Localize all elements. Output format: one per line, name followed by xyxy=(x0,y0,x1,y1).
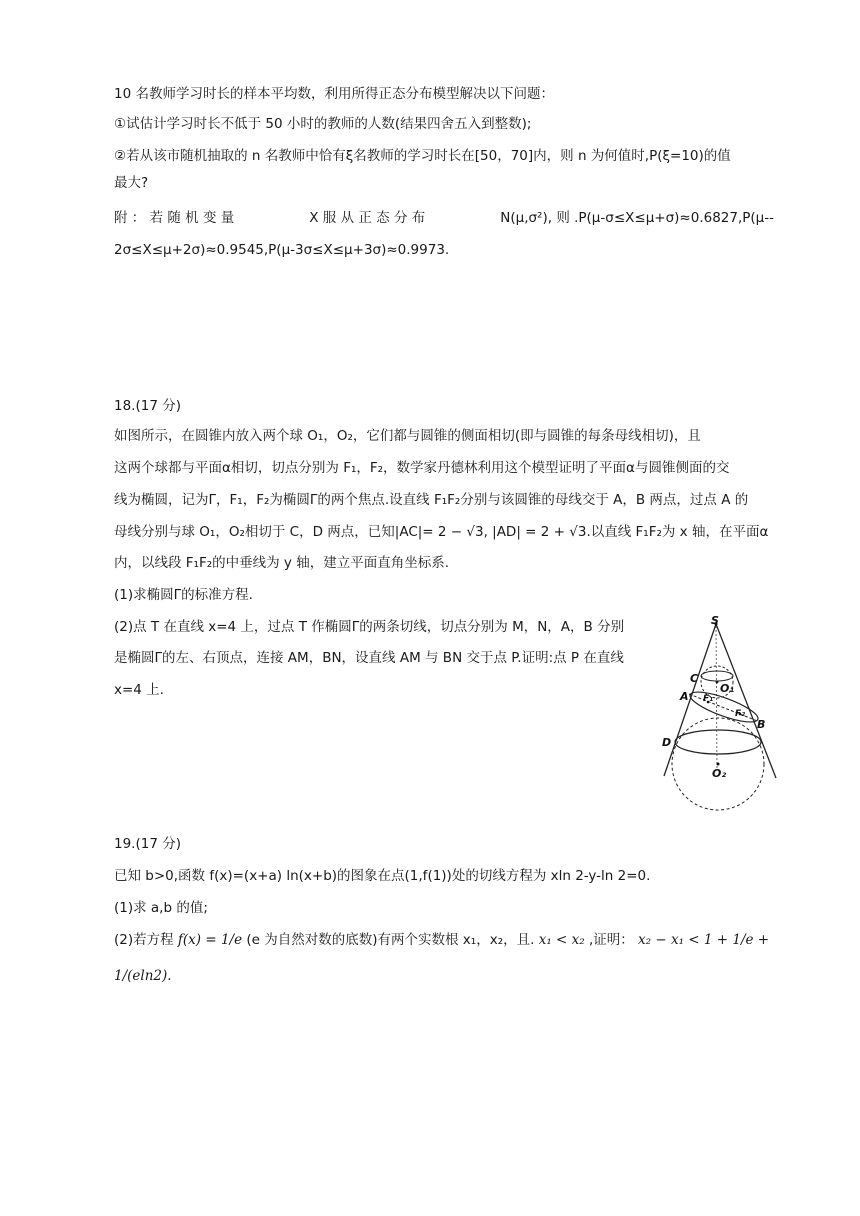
label-f2: F₂ xyxy=(735,709,746,719)
cone-axis xyxy=(716,626,717,770)
sphere-o2-contact-circle xyxy=(675,730,761,754)
q18-paragraph-line-4: 母线分别与球 O₁，O₂相切于 C，D 两点，已知|AC|= 2 − √3, |AD| = 2 + √3.以直线 F₁F₂为 x 轴，在平面α xyxy=(114,524,769,540)
label-f1: F₁ xyxy=(703,694,714,704)
q19-sub2-middle: (e 为自然对数的底数)有两个实数根 x₁，x₂，且. xyxy=(246,932,535,948)
label-b: B xyxy=(757,718,766,731)
point-o2 xyxy=(717,763,720,766)
q17-line-6: 2σ≤X≤μ+2σ)≈0.9545,P(μ-3σ≤X≤μ+3σ)≈0.9973. xyxy=(114,242,450,258)
q18-paragraph-line-5: 内，以线段 F₁F₂的中垂线为 y 轴，建立平面直角坐标系. xyxy=(114,555,450,571)
q19-sub2-inequality: x₁ < x₂ xyxy=(538,932,585,948)
q18-sub2-line-2: 是椭圆Γ的左、右顶点，连接 AM，BN，设直线 AM 与 BN 交于点 P.证明:点 P 在直线 xyxy=(114,650,624,666)
q19-sub2-prove: ,证明： xyxy=(588,932,634,948)
label-o2: O₂ xyxy=(712,767,727,780)
label-d: D xyxy=(662,736,672,749)
q18-sub2-line-1: (2)点 T 在直线 x=4 上，过点 T 作椭圆Γ的两条切线，切点分别为 M，N，A，B 分别 xyxy=(114,619,625,635)
q19-sub2-line-1 xyxy=(114,930,769,950)
q18-sub1: (1)求椭圆Γ的标准方程. xyxy=(114,587,253,603)
q19-sub2-lead: (2)若方程 xyxy=(114,932,174,948)
q17-note-b: X 服 从 正 态 分 布 xyxy=(309,210,426,226)
q18-sub2-line-3: x=4 上. xyxy=(114,682,164,698)
q19-sub2-equation: f(x) = 1/e xyxy=(177,932,243,948)
sphere-o1-contact-circle xyxy=(701,671,733,681)
label-o1: O₁ xyxy=(720,682,735,695)
q18-paragraph-line-3: 线为椭圆，记为Γ，F₁，F₂为椭圆Γ的两个焦点.设直线 F₁F₂分别与该圆锥的母线交于 A，B 两点，过点 A 的 xyxy=(114,492,749,508)
q19-sub1: (1)求 a,b 的值; xyxy=(114,900,208,916)
q17-line-2: ①试估计学习时长不低于 50 小时的教师的人数(结果四舍五入到整数); xyxy=(114,116,532,132)
dandelin-figure-svg xyxy=(656,612,780,812)
q17-note-line xyxy=(114,208,774,228)
q18-paragraph-line-1: 如图所示，在圆锥内放入两个球 O₁，O₂，它们都与圆锥的侧面相切(即与圆锥的每条母线相切)，且 xyxy=(114,428,701,444)
q19-header: 19.(17 分) xyxy=(114,836,181,852)
q19-paragraph: 已知 b>0,函数 f(x)=(x+a) ln(x+b)的图象在点(1,f(1))处的切线方程为 xln 2-y-ln 2=0. xyxy=(114,868,651,884)
q19-sub2-claim: x₂ − x₁ < 1 + 1/e + xyxy=(638,932,770,948)
point-o1 xyxy=(716,681,719,684)
q17-note-c: N(μ,σ²), 则 .P(μ-σ≤X≤μ+σ)≈0.6827,P(μ-- xyxy=(500,210,774,226)
label-c: C xyxy=(690,672,699,685)
cone-right-generator xyxy=(716,624,776,778)
label-s: S xyxy=(711,614,719,627)
label-a: A xyxy=(680,690,689,703)
q18-paragraph-line-2: 这两个球都与平面α相切，切点分别为 F₁，F₂，数学家丹德林利用这个模型证明了平面α与圆锥侧面的交 xyxy=(114,460,730,476)
q17-note-a: 附 ： 若 随 机 变 量 xyxy=(114,210,235,226)
q18-header: 18.(17 分) xyxy=(114,398,181,414)
dandelin-spheres-figure xyxy=(656,612,780,812)
q19-sub2-line-2: 1/(eln2). xyxy=(114,968,172,984)
q17-line-1: 10 名教师学习时长的样本平均数，利用所得正态分布模型解决以下问题： xyxy=(114,86,554,102)
q17-line-3: ②若从该市随机抽取的 n 名教师中恰有ξ名教师的学习时长在[50，70]内，则 n 为何值时,P(ξ=10)的值 xyxy=(114,148,731,164)
q17-line-4: 最大? xyxy=(114,175,149,191)
